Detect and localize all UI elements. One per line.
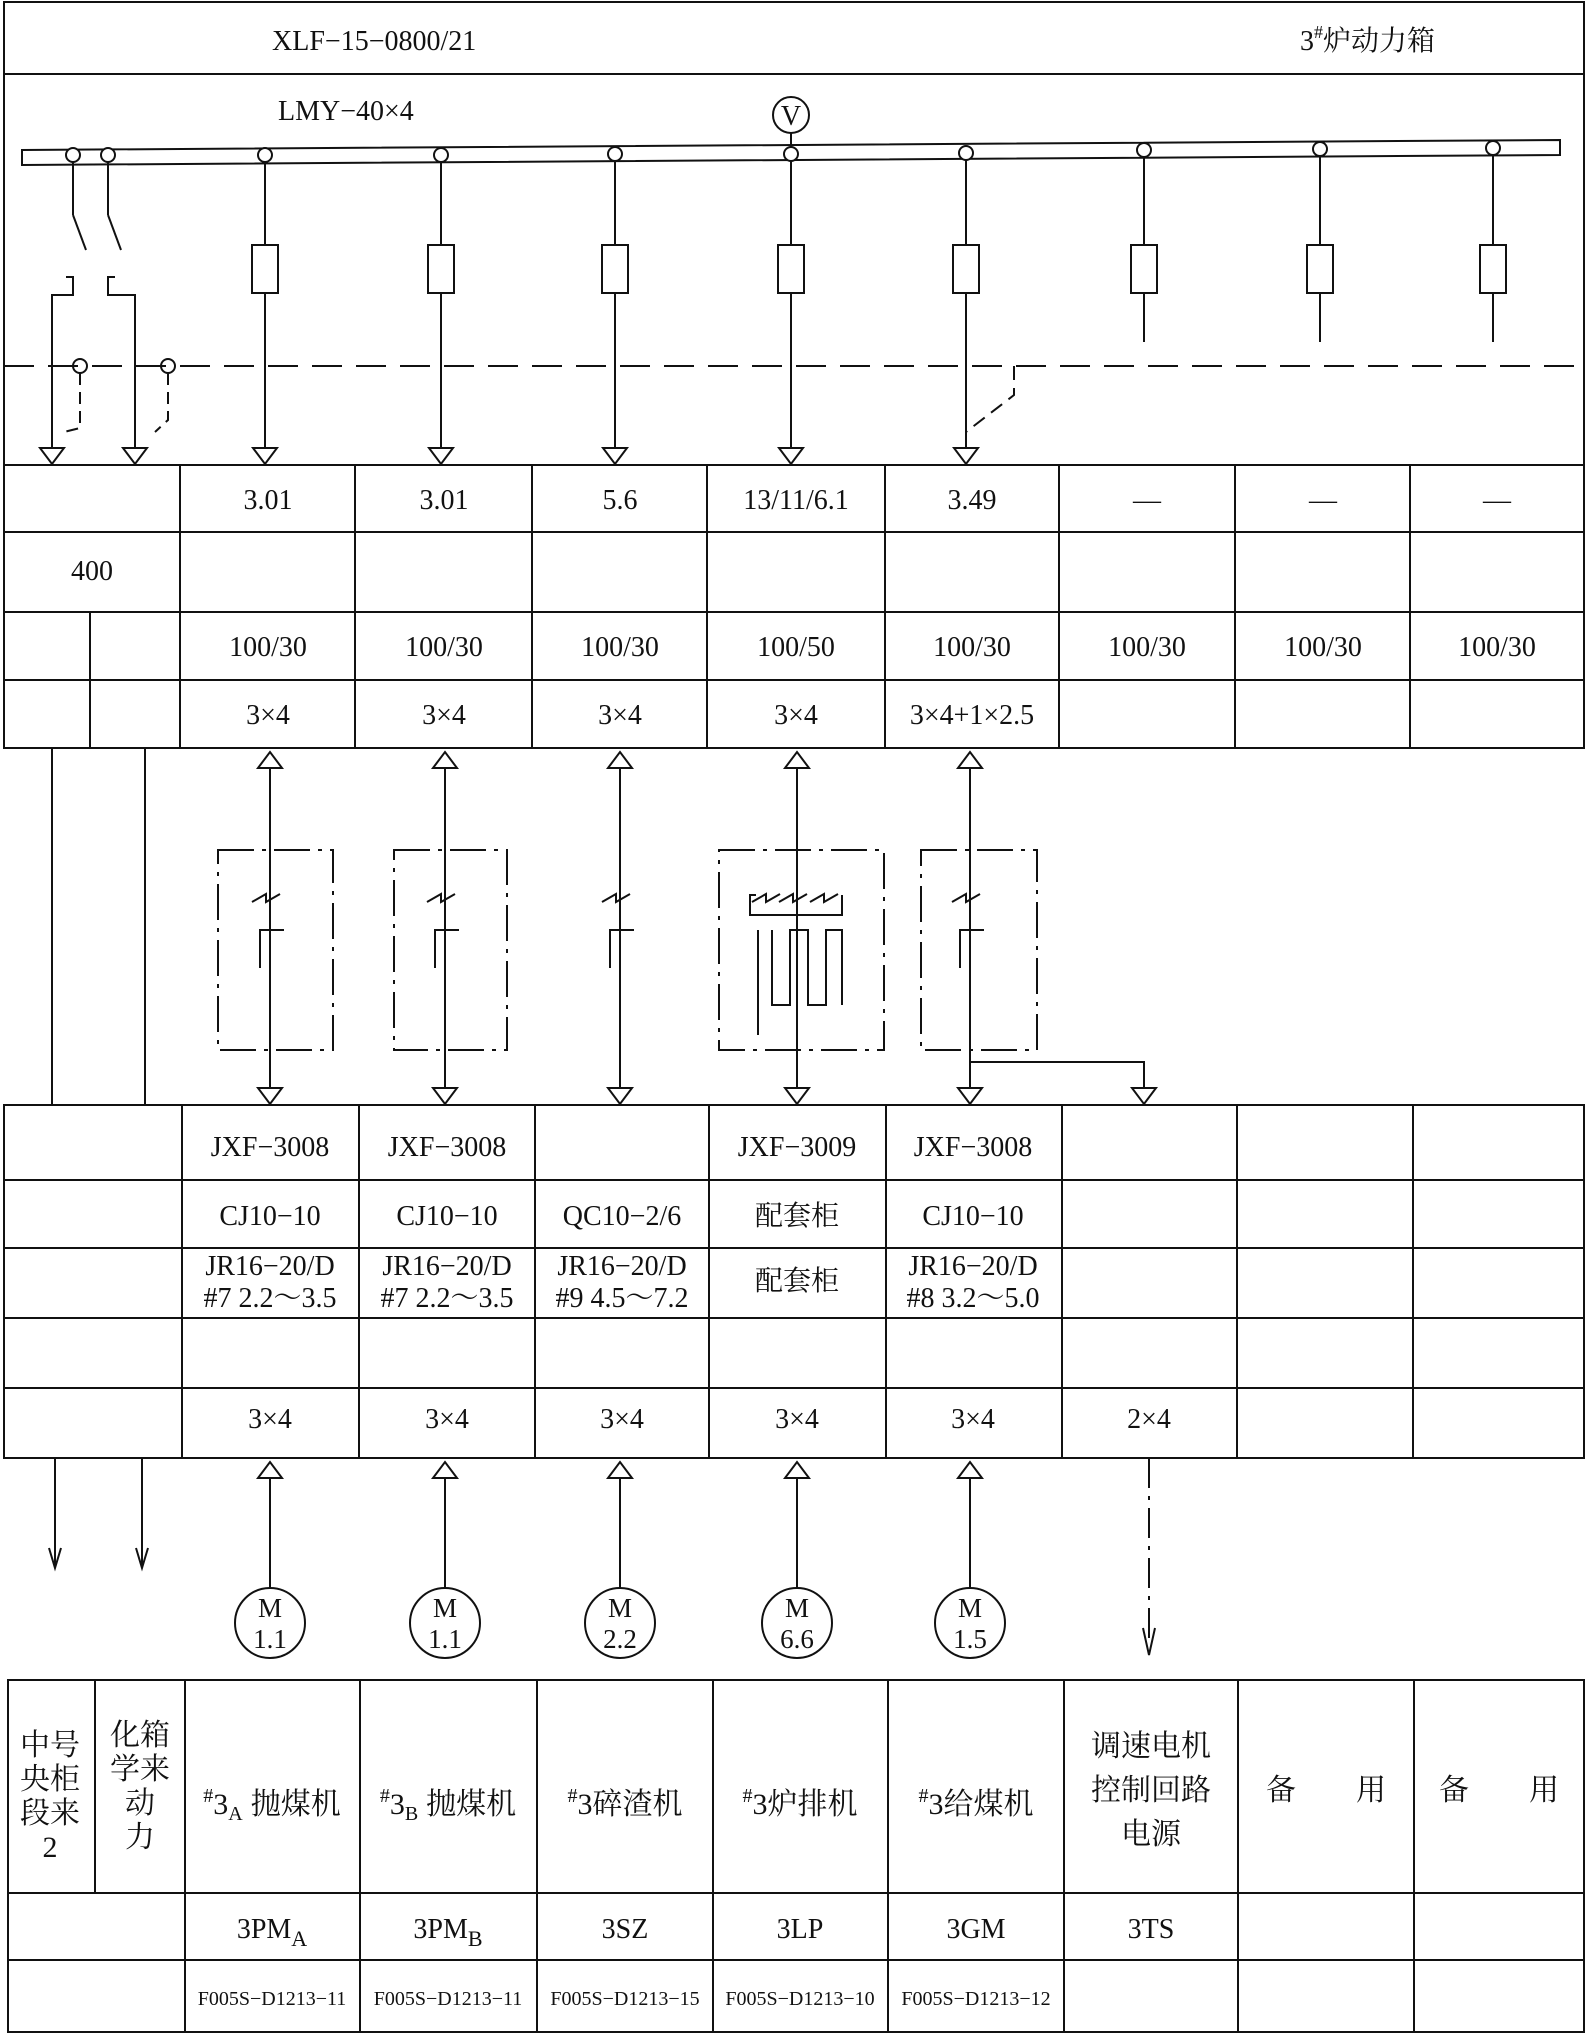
motor-cable-value: 3×4 [775,1404,819,1435]
busbar-label: LMY−40×4 [278,96,414,127]
cabinet-model-value: JXF−3009 [737,1132,857,1163]
fuse-symbol [428,245,454,293]
control-branch-line [970,1062,1144,1088]
rated-current-value: 3.49 [947,485,997,516]
rated-current-value: — [1309,485,1337,516]
motor-cable-value: 3×4 [248,1404,292,1435]
panel-model: XLF−15−0800/21 [272,26,477,57]
panel-name: 3#炉动力箱 [1300,22,1436,57]
rated-current-value: 5.6 [602,485,638,516]
rated-current-value: — [1483,485,1511,516]
bus-tap-point [784,147,798,161]
spare-label: 备 用 [1439,1774,1559,1807]
contact-icon [260,930,284,968]
drawing-number: F005S−D1213−12 [901,1988,1051,2010]
speed-control-label: 调速电机 [1091,1730,1211,1763]
arrow-down-icon [785,1088,809,1104]
motor-cable-value: 3×4 [425,1404,469,1435]
relay-setting-value: #7 2.2～3.5 [380,1283,514,1314]
fuse-rating-value: 100/30 [1284,632,1362,663]
equipment-code: $3PM_B$ [413,1914,483,1951]
source-label: 段来 [20,1797,80,1830]
relay-model-value: 配套柜 [754,1266,840,1297]
spare-label: 备 用 [1266,1774,1386,1807]
fuse-rating-value: 100/30 [933,632,1011,663]
rated-current-value: 13/11/6.1 [743,485,849,516]
thermal-relay-icon [752,894,780,902]
motor-cable-value: 3×4 [951,1404,995,1435]
contact-icon [960,930,984,968]
cable-spec-value: 3×4 [246,700,290,731]
bus-tap-point [258,148,272,162]
arrow-up-icon [433,1462,457,1478]
fuse-rating-value: 100/30 [229,632,307,663]
bus-tap-point [1137,143,1151,157]
contactor-model-value: CJ10−10 [396,1201,498,1232]
arrow-down-icon [958,1088,982,1104]
fuse-symbol [1131,245,1157,293]
arrow-down-icon [1132,1088,1156,1104]
equipment-name: #3炉排机 [742,1785,858,1821]
fuse-rating-value: 100/30 [405,632,483,663]
source-label: 2 [42,1831,58,1864]
motor-power-label: 2.2 [603,1624,637,1654]
rated-current-value: 3.01 [243,485,293,516]
cable-spec-value: 3×4+1×2.5 [909,700,1035,731]
relay-model-value: JR16−20/D [557,1251,687,1282]
fuse-symbol [953,245,979,293]
arrow-down-icon [608,1088,632,1104]
fuse-symbol [1307,245,1333,293]
fuse-symbol [1480,245,1506,293]
relay-setting-value: #8 3.2～5.0 [906,1283,1040,1314]
contactor-model-value: 配套柜 [754,1201,840,1232]
arrow-down-icon [954,448,978,464]
drawing-number: F005S−D1213−11 [373,1988,523,2010]
bus-tap-point [1313,142,1327,156]
arrow-up-icon [958,752,982,768]
upper-table [4,465,1584,748]
fuse-symbol [252,245,278,293]
cabinet-model-value: JXF−3008 [387,1132,507,1163]
motor-cable-value: 3×4 [600,1404,644,1435]
control-section [52,748,1156,1105]
equipment-code: 3SZ [601,1914,649,1945]
starter-enclosure [394,850,507,1050]
cable-spec-value: 3×4 [598,700,642,731]
arrow-up-icon [608,1462,632,1478]
fuse-symbol [778,245,804,293]
arrow-up-icon [258,752,282,768]
motor-symbol-label: M [957,1593,983,1623]
relay-model-value: JR16−20/D [205,1251,335,1282]
relay-setting-value: #9 4.5～7.2 [555,1283,689,1314]
arrow-down-icon [253,448,277,464]
speed-control-label: 控制回路 [1091,1774,1211,1807]
source-label: 央柜 [20,1763,80,1796]
arrow-up-icon [258,1462,282,1478]
bus-tap-point [608,147,622,161]
equipment-name: $^{\#}3_B$ 抛煤机 [379,1785,517,1825]
bus-tap-point [1486,141,1500,155]
rated-current-value: — [1133,485,1161,516]
speed-control-label: 电源 [1121,1818,1181,1851]
contact-icon [435,930,459,968]
source-label: 动 [125,1787,155,1820]
motor-cable-value: 2×4 [1127,1404,1171,1435]
drawing-number: F005S−D1213−10 [725,1988,875,2010]
voltmeter-label: V [780,101,802,132]
motor-power-label: 1.1 [428,1624,462,1654]
equipment-code: 3GM [946,1914,1006,1945]
motor-section [49,1458,1155,1658]
arrow-down-icon [258,1088,282,1104]
relay-model-value: JR16−20/D [382,1251,512,1282]
drawing-number: F005S−D1213−15 [550,1988,700,2010]
title-block [4,2,1584,74]
fuse-rating-value: 100/50 [757,632,835,663]
rated-current-value: 3.01 [419,485,469,516]
cabinet-model-value: JXF−3008 [913,1132,1033,1163]
starter-enclosure [218,850,333,1050]
incoming-current-value: 400 [71,556,113,587]
motor-symbol-label: M [784,1593,810,1623]
lower-table [4,1105,1584,1458]
arrow-down-icon [779,448,803,464]
fuse-symbol [602,245,628,293]
bottom-table [8,1680,1584,2032]
busbar [4,74,1584,465]
arrow-up-icon [608,752,632,768]
source-label: 学来 [110,1753,170,1786]
starter-enclosure [921,850,1037,1050]
arrow-up-icon [785,752,809,768]
relay-setting-value: #7 2.2～3.5 [203,1283,337,1314]
contactor-model-value: QC10−2/6 [562,1201,682,1232]
relay-model-value: JR16−20/D [908,1251,1038,1282]
equipment-name: #3碎渣机 [567,1785,683,1821]
cable-spec-value: 3×4 [422,700,466,731]
contactor-model-value: CJ10−10 [219,1201,321,1232]
equipment-code: 3LP [776,1914,824,1945]
bimetal-element-icon [772,930,842,1005]
thermal-relay-icon [810,894,838,902]
contactor-model-value: CJ10−10 [922,1201,1024,1232]
source-label: 化箱 [110,1719,170,1752]
arrow-down-icon [603,448,627,464]
source-label: 力 [125,1821,155,1854]
motor-power-label: 1.5 [953,1624,987,1654]
incoming-feeders [40,148,175,464]
motor-symbol-label: M [257,1593,283,1623]
equipment-code: $3PM_A$ [236,1914,308,1951]
motor-symbol-label: M [432,1593,458,1623]
bus-tap-point [959,146,973,160]
motor-power-label: 6.6 [780,1624,814,1654]
motor-symbol-label: M [607,1593,633,1623]
arrow-down-icon [429,448,453,464]
arrow-up-icon [785,1462,809,1478]
thermal-relay-icon [952,894,980,902]
thermal-relay-icon [427,894,455,902]
arrow-up-icon [958,1462,982,1478]
fuse-rating-value: 100/30 [581,632,659,663]
arrow-down-icon [433,1088,457,1104]
drawing-number: F005S−D1213−11 [197,1988,347,2010]
thermal-relay-icon [602,894,630,902]
equipment-name: #3给煤机 [918,1785,1034,1821]
thermal-relay-icon [779,894,807,902]
source-label: 中号 [20,1729,80,1762]
equipment-code: 3TS [1127,1914,1175,1945]
interlock-dashed [966,366,1014,432]
cable-spec-value: 3×4 [774,700,818,731]
thermal-relay-icon [252,894,280,902]
contact-icon [610,930,634,968]
feeder-branches [252,141,1506,464]
bus-tap-point [434,148,448,162]
motor-power-label: 1.1 [253,1624,287,1654]
starter-enclosure [719,850,884,1050]
cabinet-model-value: JXF−3008 [210,1132,330,1163]
fuse-rating-value: 100/30 [1108,632,1186,663]
equipment-name: $^{\#}3_A$ 抛煤机 [203,1785,341,1825]
arrow-up-icon [433,752,457,768]
fuse-rating-value: 100/30 [1458,632,1536,663]
